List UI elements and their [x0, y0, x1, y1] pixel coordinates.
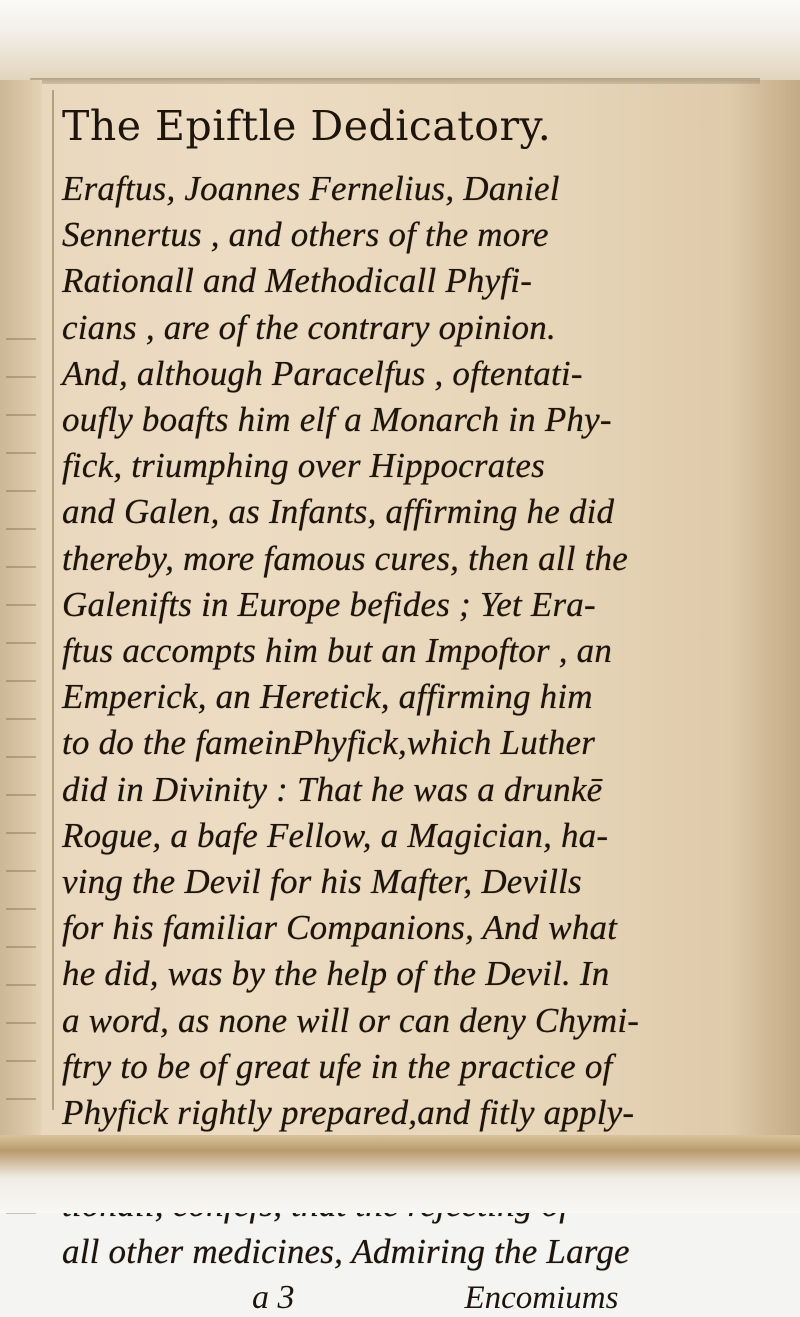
- text-line: Rogue, a bafe Fellow, a Magician, ha-: [62, 815, 609, 855]
- text-line: all other medicines, Admiring the Large: [62, 1231, 630, 1271]
- text-line: Eraftus, Joannes Fernelius, Daniel: [62, 169, 560, 208]
- text-line: thereby, more famous cures, then all the: [62, 538, 628, 578]
- text-line: And, although Paracelfus , oftentati-: [62, 353, 583, 393]
- text-line: Phyfick rightly prepared,and fitly apply-: [62, 1093, 635, 1133]
- text-line: ving the Devil for his Mafter, Devills: [62, 862, 582, 902]
- bottom-margin: [0, 1135, 800, 1213]
- text-line: Sennertus , and others of the more: [62, 215, 549, 255]
- text-line: ftus accompts him but an Impoftor , an: [62, 631, 613, 671]
- signature-mark: a 3: [252, 1278, 295, 1316]
- text-line: fick, triumphing over Hippocrates: [62, 446, 545, 486]
- facing-page-edge: [6, 320, 36, 1220]
- catchword: Encomiums: [464, 1279, 619, 1316]
- text-line: did in Divinity : That he was a drunkē: [62, 769, 603, 809]
- text-line: Galenifts in Europe befides ; Yet Era-: [62, 584, 596, 624]
- text-line: Emperick, an Heretick, affirming him: [62, 677, 593, 717]
- margin-line: [52, 90, 54, 1110]
- page-footer: [62, 1279, 762, 1317]
- text-line: and Galen, as Infants, affirming he did: [62, 492, 615, 532]
- text-line: a word, as none will or can deny Chymi-: [62, 1000, 640, 1040]
- top-margin: [0, 0, 800, 80]
- running-title: The Epiftle Dedicatory.: [62, 102, 552, 150]
- text-line: to do the fameinPhyfick,which Luther: [62, 723, 596, 763]
- text-line: he did, was by the help of the Devil. In: [62, 954, 610, 994]
- text-line: cians , are of the contrary opinion.: [62, 307, 556, 347]
- text-line: Rationall and Methodicall Phyfi-: [62, 261, 533, 301]
- text-line: for his familiar Companions, And what: [62, 908, 618, 948]
- text-line: ftry to be of great ufe in the practice of: [62, 1046, 613, 1086]
- top-page-edge: [30, 78, 760, 84]
- binding-gutter: [0, 80, 42, 1140]
- text-line: oufly boafts him elf a Monarch in Phy-: [62, 400, 612, 440]
